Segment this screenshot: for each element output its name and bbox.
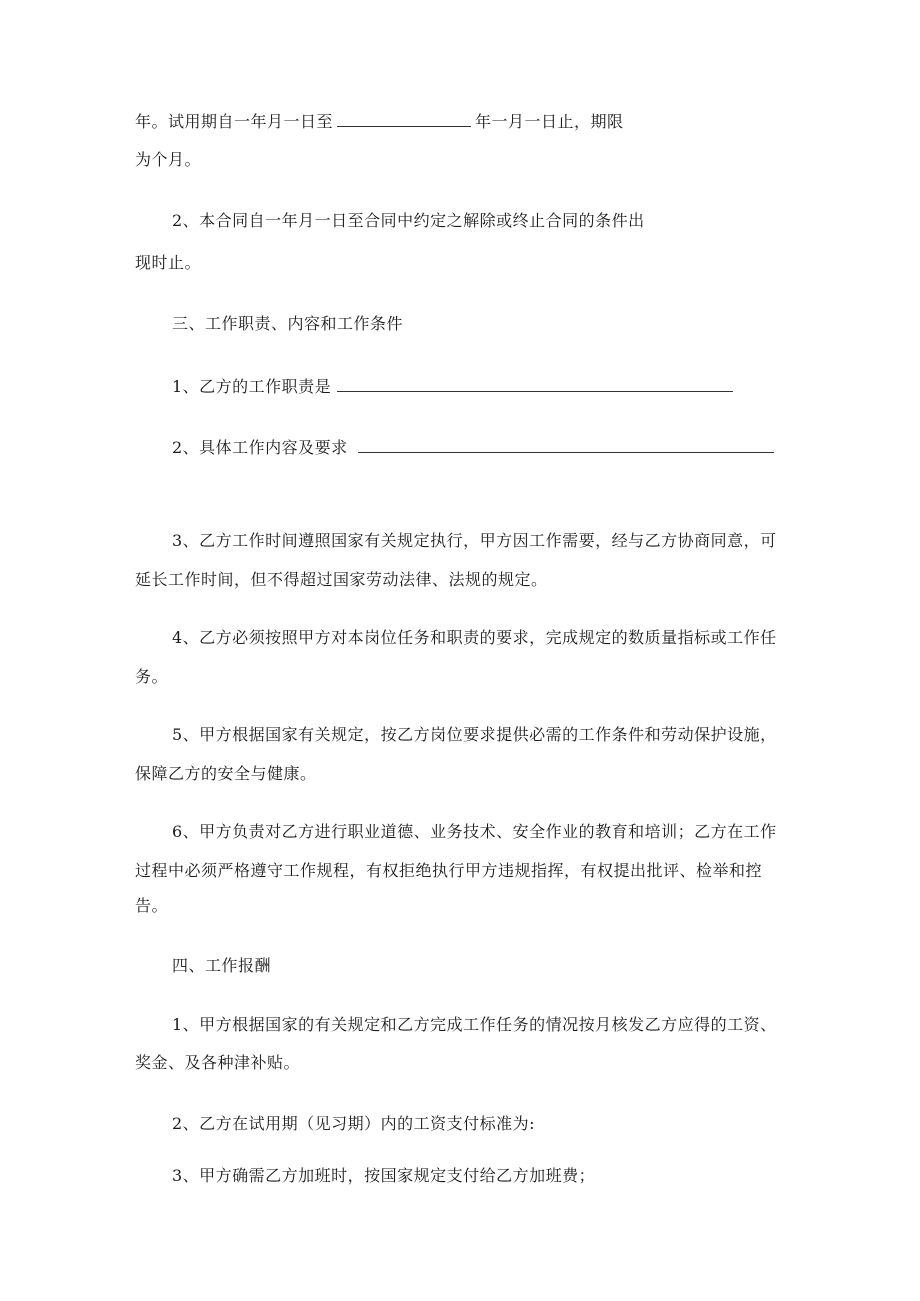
paragraph-line: 务。 xyxy=(135,667,169,686)
paragraph-line: 3、乙方工作时间遵照国家有关规定执行，甲方因工作需要，经与乙方协商同意，可 xyxy=(172,531,777,550)
paragraph-line: 过程中必须严格遵守工作规程，有权拒绝执行甲方违规指挥，有权提出批评、检举和控 xyxy=(135,861,763,880)
fill-in-blank xyxy=(337,110,471,127)
text-segment: 年。试用期自一年月一日至 xyxy=(135,112,334,131)
paragraph-line: 告。 xyxy=(135,896,169,915)
paragraph-line: 现时止。 xyxy=(135,253,202,272)
text-segment: 年一月一日止，期限 xyxy=(475,112,624,131)
fill-in-blank xyxy=(337,375,733,392)
paragraph-line: 保障乙方的安全与健康。 xyxy=(135,764,317,783)
work-content-line xyxy=(172,436,774,458)
paragraph-line: 为个月。 xyxy=(135,150,202,169)
paragraph-line: 1、甲方根据国家的有关规定和乙方完成工作任务的情况按月核发乙方应得的工资、 xyxy=(172,1015,777,1034)
paragraph-line: 4、乙方必须按照甲方对本岗位任务和职责的要求，完成规定的数质量指标或工作任 xyxy=(172,628,777,647)
text-segment: 2、具体工作内容及要求 xyxy=(172,438,348,457)
paragraph-line: 6、甲方负责对乙方进行职业道德、业务技术、安全作业的教育和培训；乙方在工作 xyxy=(172,822,777,841)
section-heading: 三、工作职责、内容和工作条件 xyxy=(172,314,404,333)
probation-period-line xyxy=(135,110,624,132)
paragraph-line: 5、甲方根据国家有关规定，按乙方岗位要求提供必需的工作条件和劳动保护设施， xyxy=(172,725,777,744)
text-segment: 1、乙方的工作职责是 xyxy=(172,377,332,396)
paragraph-line: 延长工作时间，但不得超过国家劳动法律、法规的规定。 xyxy=(135,570,548,589)
paragraph-line: 2、乙方在试用期（见习期）内的工资支付标准为: xyxy=(172,1114,536,1133)
job-duty-line xyxy=(172,375,733,397)
paragraph-line: 奖金、及各种津补贴。 xyxy=(135,1053,301,1072)
fill-in-blank xyxy=(358,436,774,453)
paragraph-line: 3、甲方确需乙方加班时，按国家规定支付给乙方加班费； xyxy=(172,1166,596,1185)
section-heading: 四、工作报酬 xyxy=(172,956,272,975)
paragraph-line: 2、本合同自一年月一日至合同中约定之解除或终止合同的条件出 xyxy=(172,211,645,230)
